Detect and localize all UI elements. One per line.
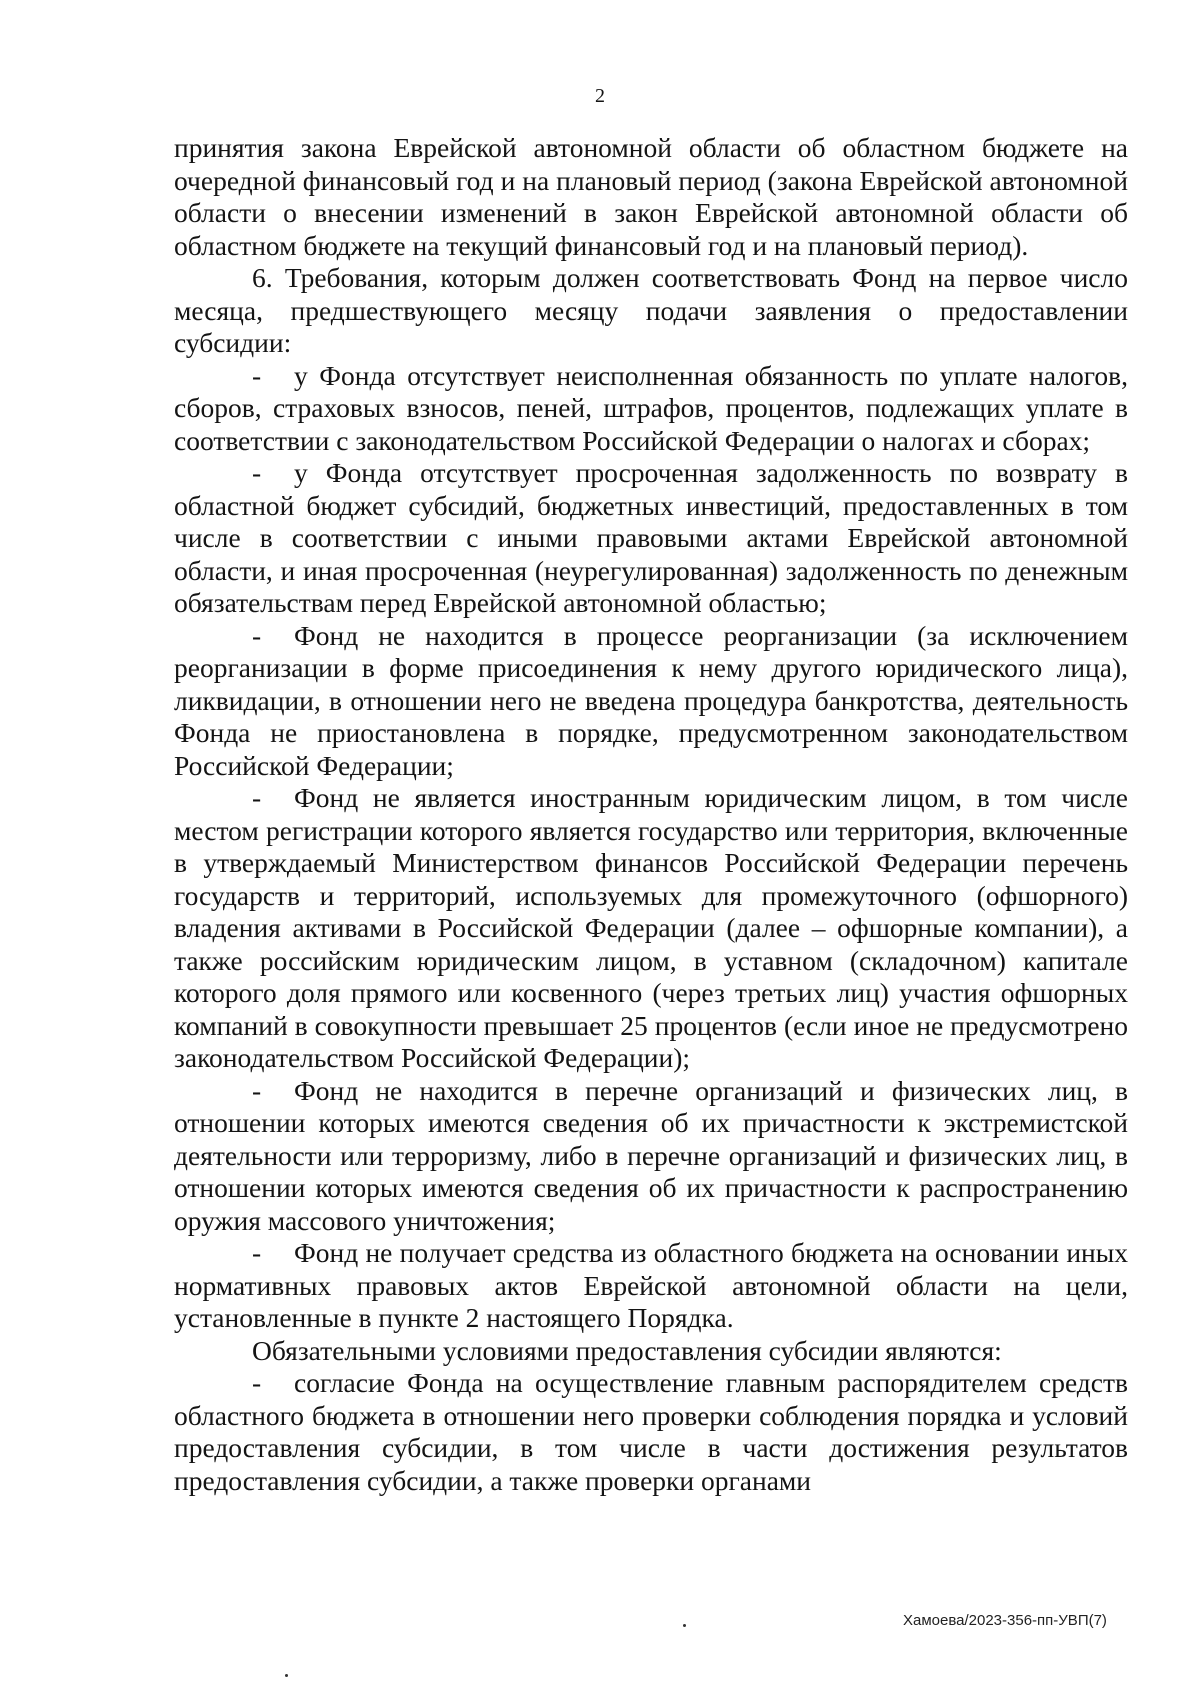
requirement-item bbox=[174, 1075, 1128, 1238]
requirement-text: у Фонда отсутствует просроченная задолженность по возврату в областной бюджет субсидий, бюджетных инвестиций, предоставленных в том числе в соответствии с иными правовыми актами Еврейской автономной области, и иная просроченная (неурегулированная) задолженность по денежным обязательствам перед Еврейской автономной областью; bbox=[174, 457, 1128, 618]
conditions-intro: Обязательными условиями предоставления субсидии являются: bbox=[252, 1334, 1002, 1366]
requirement-item bbox=[174, 457, 1128, 620]
document-reference-code: Хамоева/2023-356-пп-УВП(7) bbox=[903, 1612, 1107, 1629]
bullet-dash: - bbox=[252, 1074, 262, 1106]
bullet-dash: - bbox=[252, 1237, 262, 1268]
requirement-text: Фонд не находится в перечне организаций и физических лиц, в отношении которых имеются сведения об их причастности к экстремистской деятельности или терроризму, либо в перечне организаций и физических лиц, в отношении которых имеются сведения об их причастности к распространению оружия массового уничтожения; bbox=[174, 1074, 1128, 1236]
requirement-item bbox=[174, 782, 1128, 1075]
opening-paragraph: принятия закона Еврейской автономной области об областном бюджете на очередной финансовый год и на плановый период (закона Еврейской автономной области о внесении изменений в закон Еврейской автономной области об областном бюджете на текущий финансовый год и на плановый период). bbox=[174, 132, 1128, 261]
requirement-item bbox=[174, 360, 1128, 458]
scan-speck bbox=[285, 1674, 288, 1677]
requirement-text: Фонд не находится в процессе реорганизации (за исключением реорганизации в форме присоединения к нему другого юридического лица), ликвидации, в отношении него не введена процедура банкротства, деятельность Фонда не приостановлена в порядке, предусмотренном законодательством Российской Федерации; bbox=[174, 619, 1128, 781]
document-body bbox=[174, 132, 1128, 1497]
page-number: 2 bbox=[595, 85, 605, 107]
requirement-text: Фонд не получает средства из областного бюджета на основании иных нормативных правовых актов Еврейской автономной области на цели, установленные в пункте 2 настоящего Порядка. bbox=[174, 1237, 1128, 1333]
condition-text: согласие Фонда на осуществление главным распорядителем средств областного бюджета в отношении него проверки соблюдения порядка и условий предоставления субсидии, в том числе в части достижения результатов предоставления субсидии, а также проверки органами bbox=[174, 1367, 1128, 1496]
requirement-text: Фонд не является иностранным юридическим лицом, в том числе местом регистрации которого является государство или территория, включенные в утверждаемый Министерством финансов Российской Федерации перечень государств и территорий, используемых для промежуточного (офшорного) владения активами в Российской Федерации (далее – офшорные компании), а также российским юридическим лицом, в уставном (складочном) капитале которого доля прямого или косвенного (через третьих лиц) участия офшорных компаний в совокупности превышает 25 процентов (если иное не предусмотрено законодательством Российской Федерации); bbox=[174, 782, 1128, 1073]
bullet-dash: - bbox=[252, 782, 262, 813]
requirement-text: у Фонда отсутствует неисполненная обязанность по уплате налогов, сборов, страховых взносов, пеней, штрафов, процентов, подлежащих уплате в соответствии с законодательством Российской Федерации о налогах и сборах; bbox=[174, 359, 1128, 456]
requirement-item bbox=[174, 620, 1128, 783]
bullet-dash: - bbox=[252, 359, 262, 391]
condition-item bbox=[174, 1367, 1128, 1497]
section-6-intro: 6. Требования, которым должен соответствовать Фонд на первое число месяца, предшествующего месяцу подачи заявления о предоставлении субсидии: bbox=[174, 262, 1128, 358]
bullet-dash: - bbox=[252, 457, 262, 488]
bullet-dash: - bbox=[252, 1367, 262, 1398]
requirement-item bbox=[174, 1237, 1128, 1335]
scan-speck bbox=[683, 1624, 686, 1627]
bullet-dash: - bbox=[252, 619, 262, 651]
